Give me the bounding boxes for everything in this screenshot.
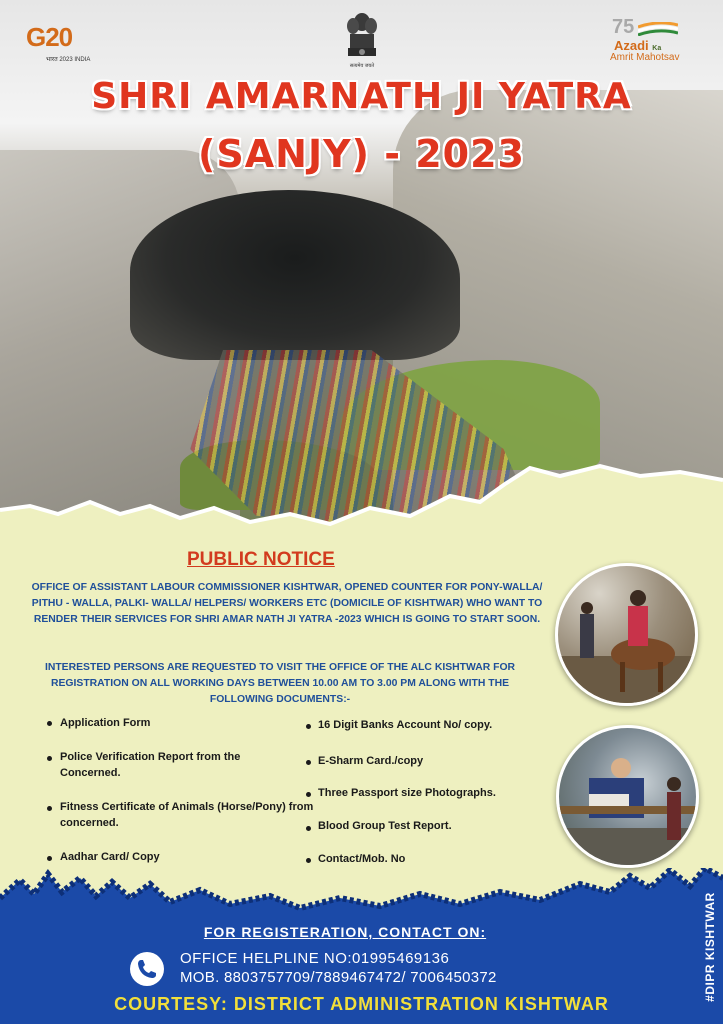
aka-azadi: Azadi: [614, 38, 649, 53]
doc-left-4: Aadhar Card/ Copy: [60, 851, 160, 863]
bullet-icon: [306, 826, 311, 831]
bullet-icon: [47, 856, 52, 861]
side-hashtag-text: #DIPR KISHTWAR: [702, 892, 717, 1002]
title-line2: (SANJY) - 2023: [198, 132, 525, 176]
azadi-ka-amrit-mahotsav-logo: [600, 16, 710, 66]
doc-right-5: Contact/Mob. No: [318, 853, 406, 865]
contact-heading: FOR REGISTERATION, CONTACT ON:: [203, 924, 487, 940]
doc-right-1: 16 Digit Banks Account No/ copy.: [318, 719, 493, 731]
torn-paper-edge: [0, 462, 723, 572]
g20-logo-subtext: भारत 2023 INDIA: [46, 57, 91, 63]
notice-heading: PUBLIC NOTICE: [187, 549, 335, 570]
bullet-icon: [306, 792, 311, 797]
doc-left-2: Police Verification Report from the Concerned.: [60, 751, 241, 779]
pony-riders-illustration: [558, 566, 695, 703]
bullet-icon: [306, 858, 311, 863]
bullet-icon: [306, 724, 311, 729]
courtesy-text: COURTESY: DISTRICT ADMINISTRATION KISHTWAR: [114, 994, 609, 1014]
mobile-numbers: MOB. 8803757709/7889467472/ 7006450372: [180, 969, 497, 986]
notice-paragraph-1: OFFICE OF ASSISTANT LABOUR COMMISSIONER KISHTWAR, OPENED COUNTER FOR PONY-WALLA/ PITHU - WALLA, PALKI- WALLA/ HELPERS/ WORKERS ETC (DOMICILE OF KISHTWAR) WHO WANT TO RENDER THEIR SERVICES FOR SHRI AMAR NATH JI YATRA -2023 WHICH IS GOING TO START SOON.: [31, 582, 543, 625]
side-hashtag: [700, 890, 720, 1010]
bullet-icon: [47, 756, 52, 761]
bullet-icon: [47, 806, 52, 811]
doc-left-3: Fitness Certificate of Animals (Horse/Pony) from concerned.: [60, 801, 314, 829]
aka-number: 75: [612, 16, 635, 38]
g20-logo: [26, 22, 116, 68]
tricolour-icon: [638, 22, 678, 36]
cave-opening: [130, 190, 460, 360]
aka-line1: [614, 38, 661, 53]
title-line1: SHRI AMARNATH JI YATRA: [91, 76, 632, 117]
palki-illustration: [559, 728, 696, 865]
aka-line2: Amrit Mahotsav: [610, 52, 680, 63]
doc-right-2: E-Sharm Card./copy: [318, 755, 424, 767]
emblem-motto: सत्यमेव जयते: [349, 63, 375, 69]
g20-logo-text: G20: [26, 22, 73, 52]
notice-paragraph-2: INTERESTED PERSONS ARE REQUESTED TO VISIT THE OFFICE OF THE ALC KISHTWAR FOR REGISTRATION ON ALL WORKING DAYS BETWEEN 10.00 AM TO 3.00 PM ALONG WITH THE FOLLOWING DOCUMENTS:-: [44, 662, 516, 705]
national-emblem-icon: [342, 10, 382, 70]
phone-handset-icon: [130, 952, 164, 986]
bullet-icon: [306, 760, 311, 765]
bullet-icon: [47, 721, 52, 726]
photo-pony-riders: [555, 563, 698, 706]
phone-icon: [130, 952, 164, 986]
photo-palki-carrier: [556, 725, 699, 868]
office-helpline: OFFICE HELPLINE NO:01995469136: [180, 950, 450, 967]
doc-right-3: Three Passport size Photographs.: [318, 787, 496, 799]
aka-ka: Ka: [652, 45, 662, 52]
doc-left-1: Application Form: [60, 717, 151, 729]
doc-right-4: Blood Group Test Report.: [318, 820, 452, 832]
